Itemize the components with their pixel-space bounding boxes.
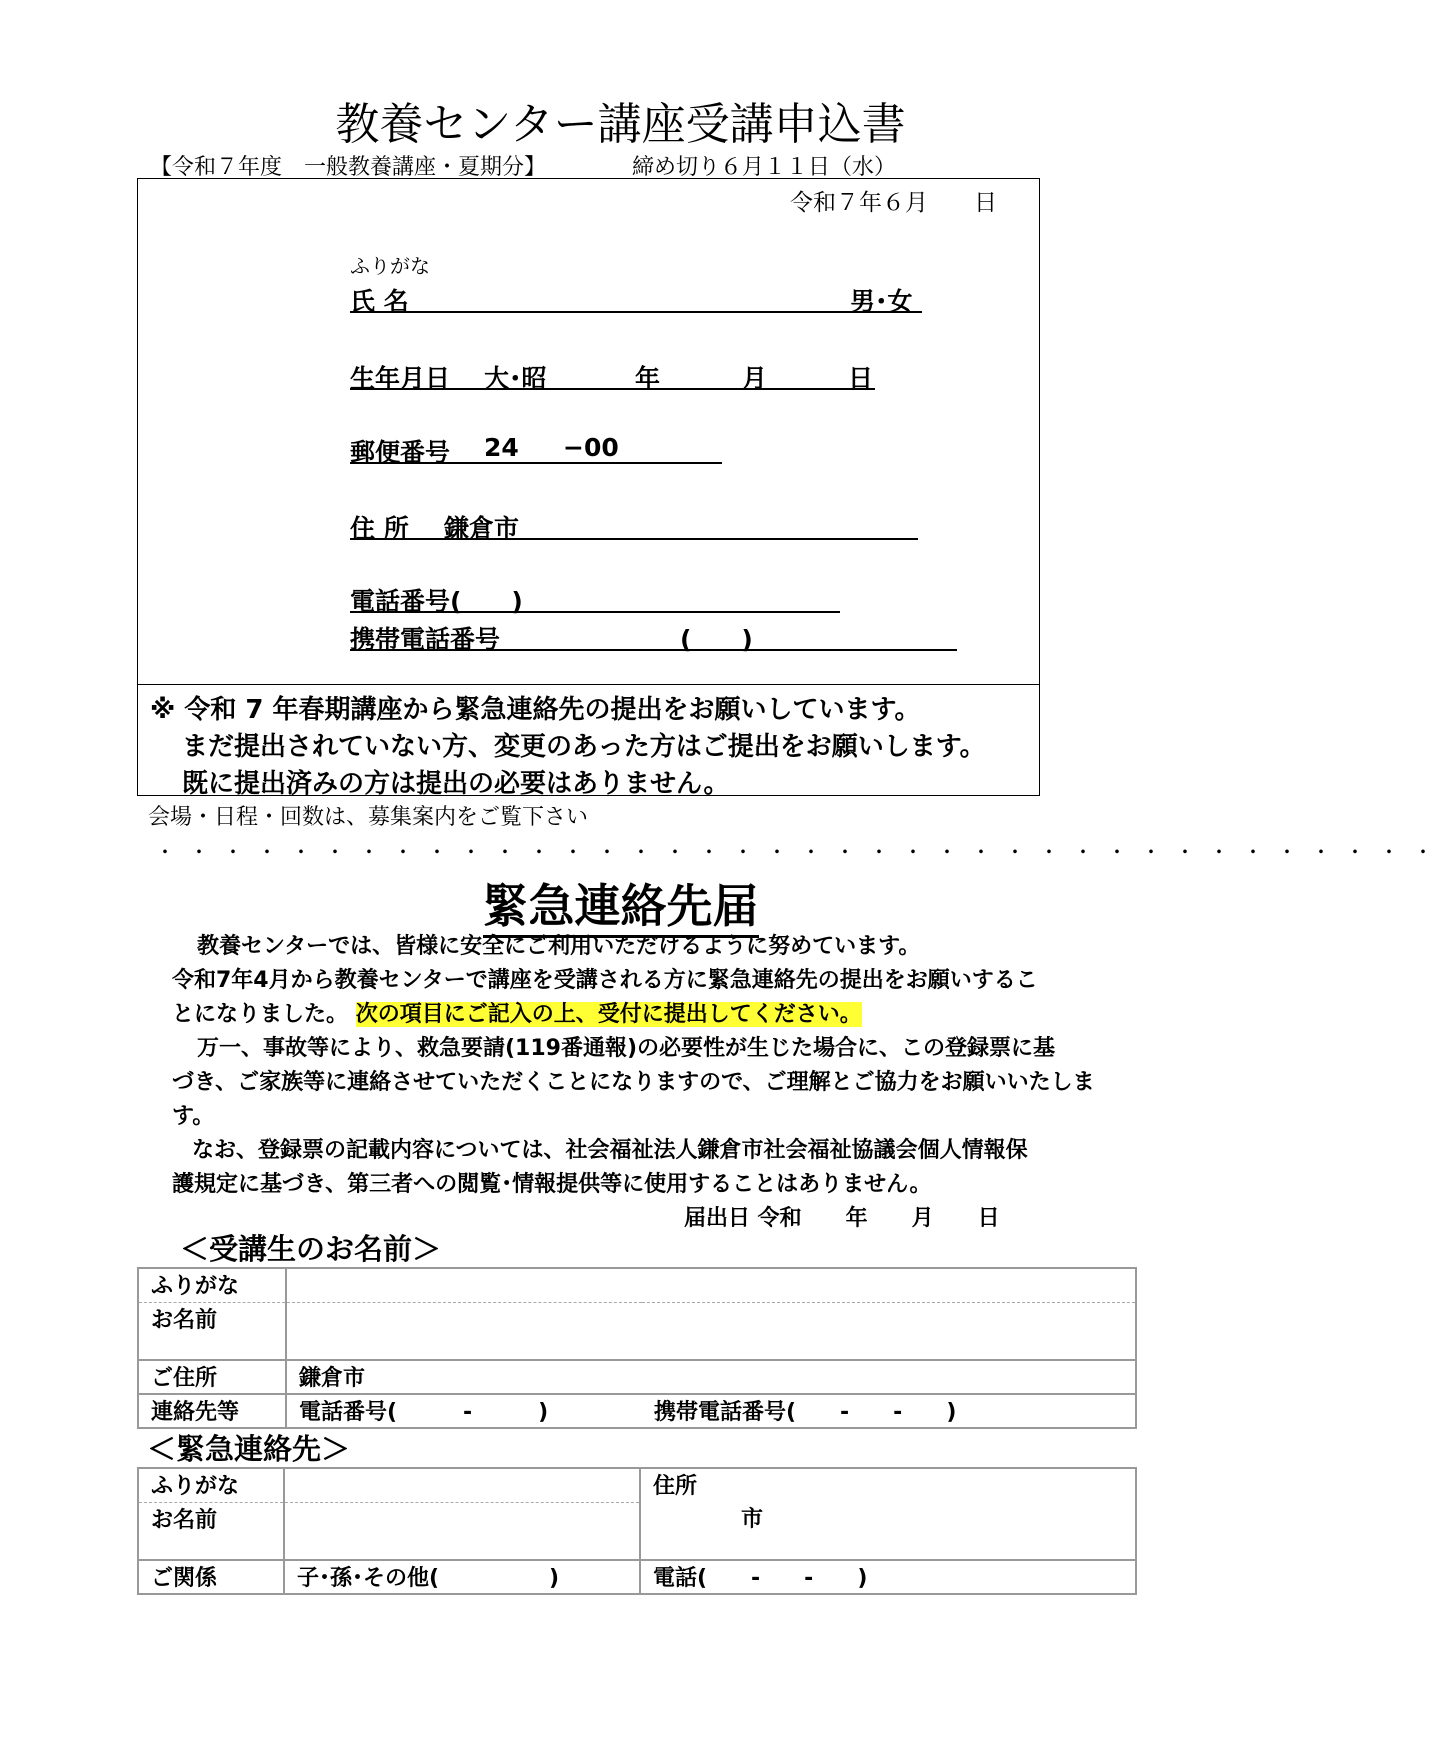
contact-furigana-field[interactable]	[284, 1468, 640, 1502]
phone-field-line[interactable]	[350, 611, 840, 613]
postal-suffix: −00	[563, 433, 619, 462]
postal-label: 郵便番号	[350, 438, 451, 467]
notice-line-1: ※ 令和 7 年春期講座から緊急連絡先の提出をお願いしています。	[150, 695, 921, 725]
birthdate-label: 生年月日	[350, 364, 451, 393]
student-address-field[interactable]: 鎌倉市	[286, 1360, 1136, 1394]
name-field-line[interactable]	[350, 311, 922, 313]
paragraph-3b: づき、ご家族等に連絡させていただくことになりますので、ご理解とご協力をお願いいたしま	[172, 1070, 1095, 1095]
venue-note: 会場・日程・回数は、募集案内をご覧下さい	[148, 805, 589, 830]
student-name-field[interactable]	[286, 1302, 1136, 1360]
birth-month-unit: 月	[742, 364, 768, 393]
student-furigana-label: ふりがな	[138, 1268, 286, 1302]
notice-line-2: まだ提出されていない方、変更のあった方はご提出をお願いします。	[182, 732, 986, 762]
birthdate-field-line[interactable]	[350, 388, 875, 390]
mobile-label: 携帯電話番号	[350, 625, 501, 654]
contact-table	[137, 1467, 1137, 1595]
student-table	[137, 1267, 1137, 1429]
address-label: 住 所	[350, 514, 409, 543]
phone-label: 電話番号( )	[350, 587, 523, 616]
paragraph-4b: 護規定に基づき、第三者への閲覧･情報提供等に使用することはありません。	[172, 1172, 932, 1197]
contact-furigana-label: ふりがな	[138, 1468, 284, 1502]
postal-field-line[interactable]	[350, 462, 722, 464]
mobile-field-line[interactable]	[350, 649, 957, 651]
contact-relation-field[interactable]: 子･孫･その他( )	[284, 1560, 640, 1594]
cut-line-dots: ・・・・・・・・・・・・・・・・・・・・・・・・・・・・・・・・・・・・・・	[155, 840, 1447, 864]
mobile-paren: ( )	[680, 625, 753, 654]
paragraph-2a: 令和7年4月から教養センターで講座を受講される方に緊急連絡先の提出をお願いするこ	[172, 968, 1038, 993]
contact-address-field[interactable]: 市	[640, 1502, 1136, 1560]
student-mobile-field[interactable]: 携帯電話番号( - - )	[642, 1394, 1136, 1428]
furigana-label: ふりがな	[350, 254, 430, 278]
notice-line-3: 既に提出済みの方は提出の必要はありません。	[182, 769, 730, 799]
student-name-label: お名前	[138, 1302, 286, 1360]
form-title: 教養センター講座受講申込書	[335, 99, 906, 150]
birth-era-option[interactable]: 大･昭	[484, 364, 547, 393]
emergency-title-text: 緊急連絡先届	[483, 879, 759, 938]
paragraph-4a: なお、登録票の記載内容については、社会福祉法人鎌倉市社会福祉協議会個人情報保	[192, 1138, 1028, 1163]
contact-relation-label: ご関係	[138, 1560, 284, 1594]
paragraph-1: 教養センターでは、皆様に安全にご利用いただけるように努めています。	[197, 934, 921, 959]
deadline-label: 締め切り６月１１日（水）	[632, 155, 897, 180]
address-field-line[interactable]	[350, 538, 918, 540]
contact-name-field[interactable]	[284, 1502, 640, 1560]
student-address-label: ご住所	[138, 1360, 286, 1394]
highlighted-instruction: 次の項目にご記入の上、受付に提出してください。	[355, 1002, 862, 1027]
contact-phone-field[interactable]: 電話( - - )	[640, 1560, 1136, 1594]
emergency-title	[0, 870, 1241, 936]
application-box	[137, 178, 1040, 685]
student-phone-field[interactable]: 電話番号( - )	[286, 1394, 642, 1428]
period-label: 【令和７年度 一般教養講座・夏期分】	[150, 155, 547, 180]
name-label: 氏 名	[350, 287, 409, 316]
contact-name-label: お名前	[138, 1502, 284, 1560]
birth-day-unit: 日	[848, 364, 874, 393]
application-date[interactable]: 令和７年６月 日	[790, 190, 997, 216]
paragraph-3c: す。	[172, 1104, 215, 1129]
gender-option[interactable]: 男･女	[850, 287, 913, 316]
submission-date[interactable]: 届出日 令和 年 月 日	[684, 1206, 1000, 1231]
student-furigana-field[interactable]	[286, 1268, 1136, 1302]
student-section-title: ＜受講生のお名前＞	[180, 1232, 442, 1266]
contact-address-label: 住所	[640, 1468, 1136, 1502]
address-city: 鎌倉市	[444, 514, 520, 543]
contact-section-title: ＜緊急連絡先＞	[147, 1432, 351, 1466]
birth-year-unit: 年	[635, 364, 661, 393]
paragraph-2b	[172, 997, 862, 1028]
postal-prefix: 24	[484, 433, 519, 462]
student-contact-label: 連絡先等	[138, 1394, 286, 1428]
paragraph-2b-text: とになりました。	[172, 1002, 349, 1027]
paragraph-3a: 万一、事故等により、救急要請(119番通報)の必要性が生じた場合に、この登録票に基	[197, 1036, 1056, 1061]
